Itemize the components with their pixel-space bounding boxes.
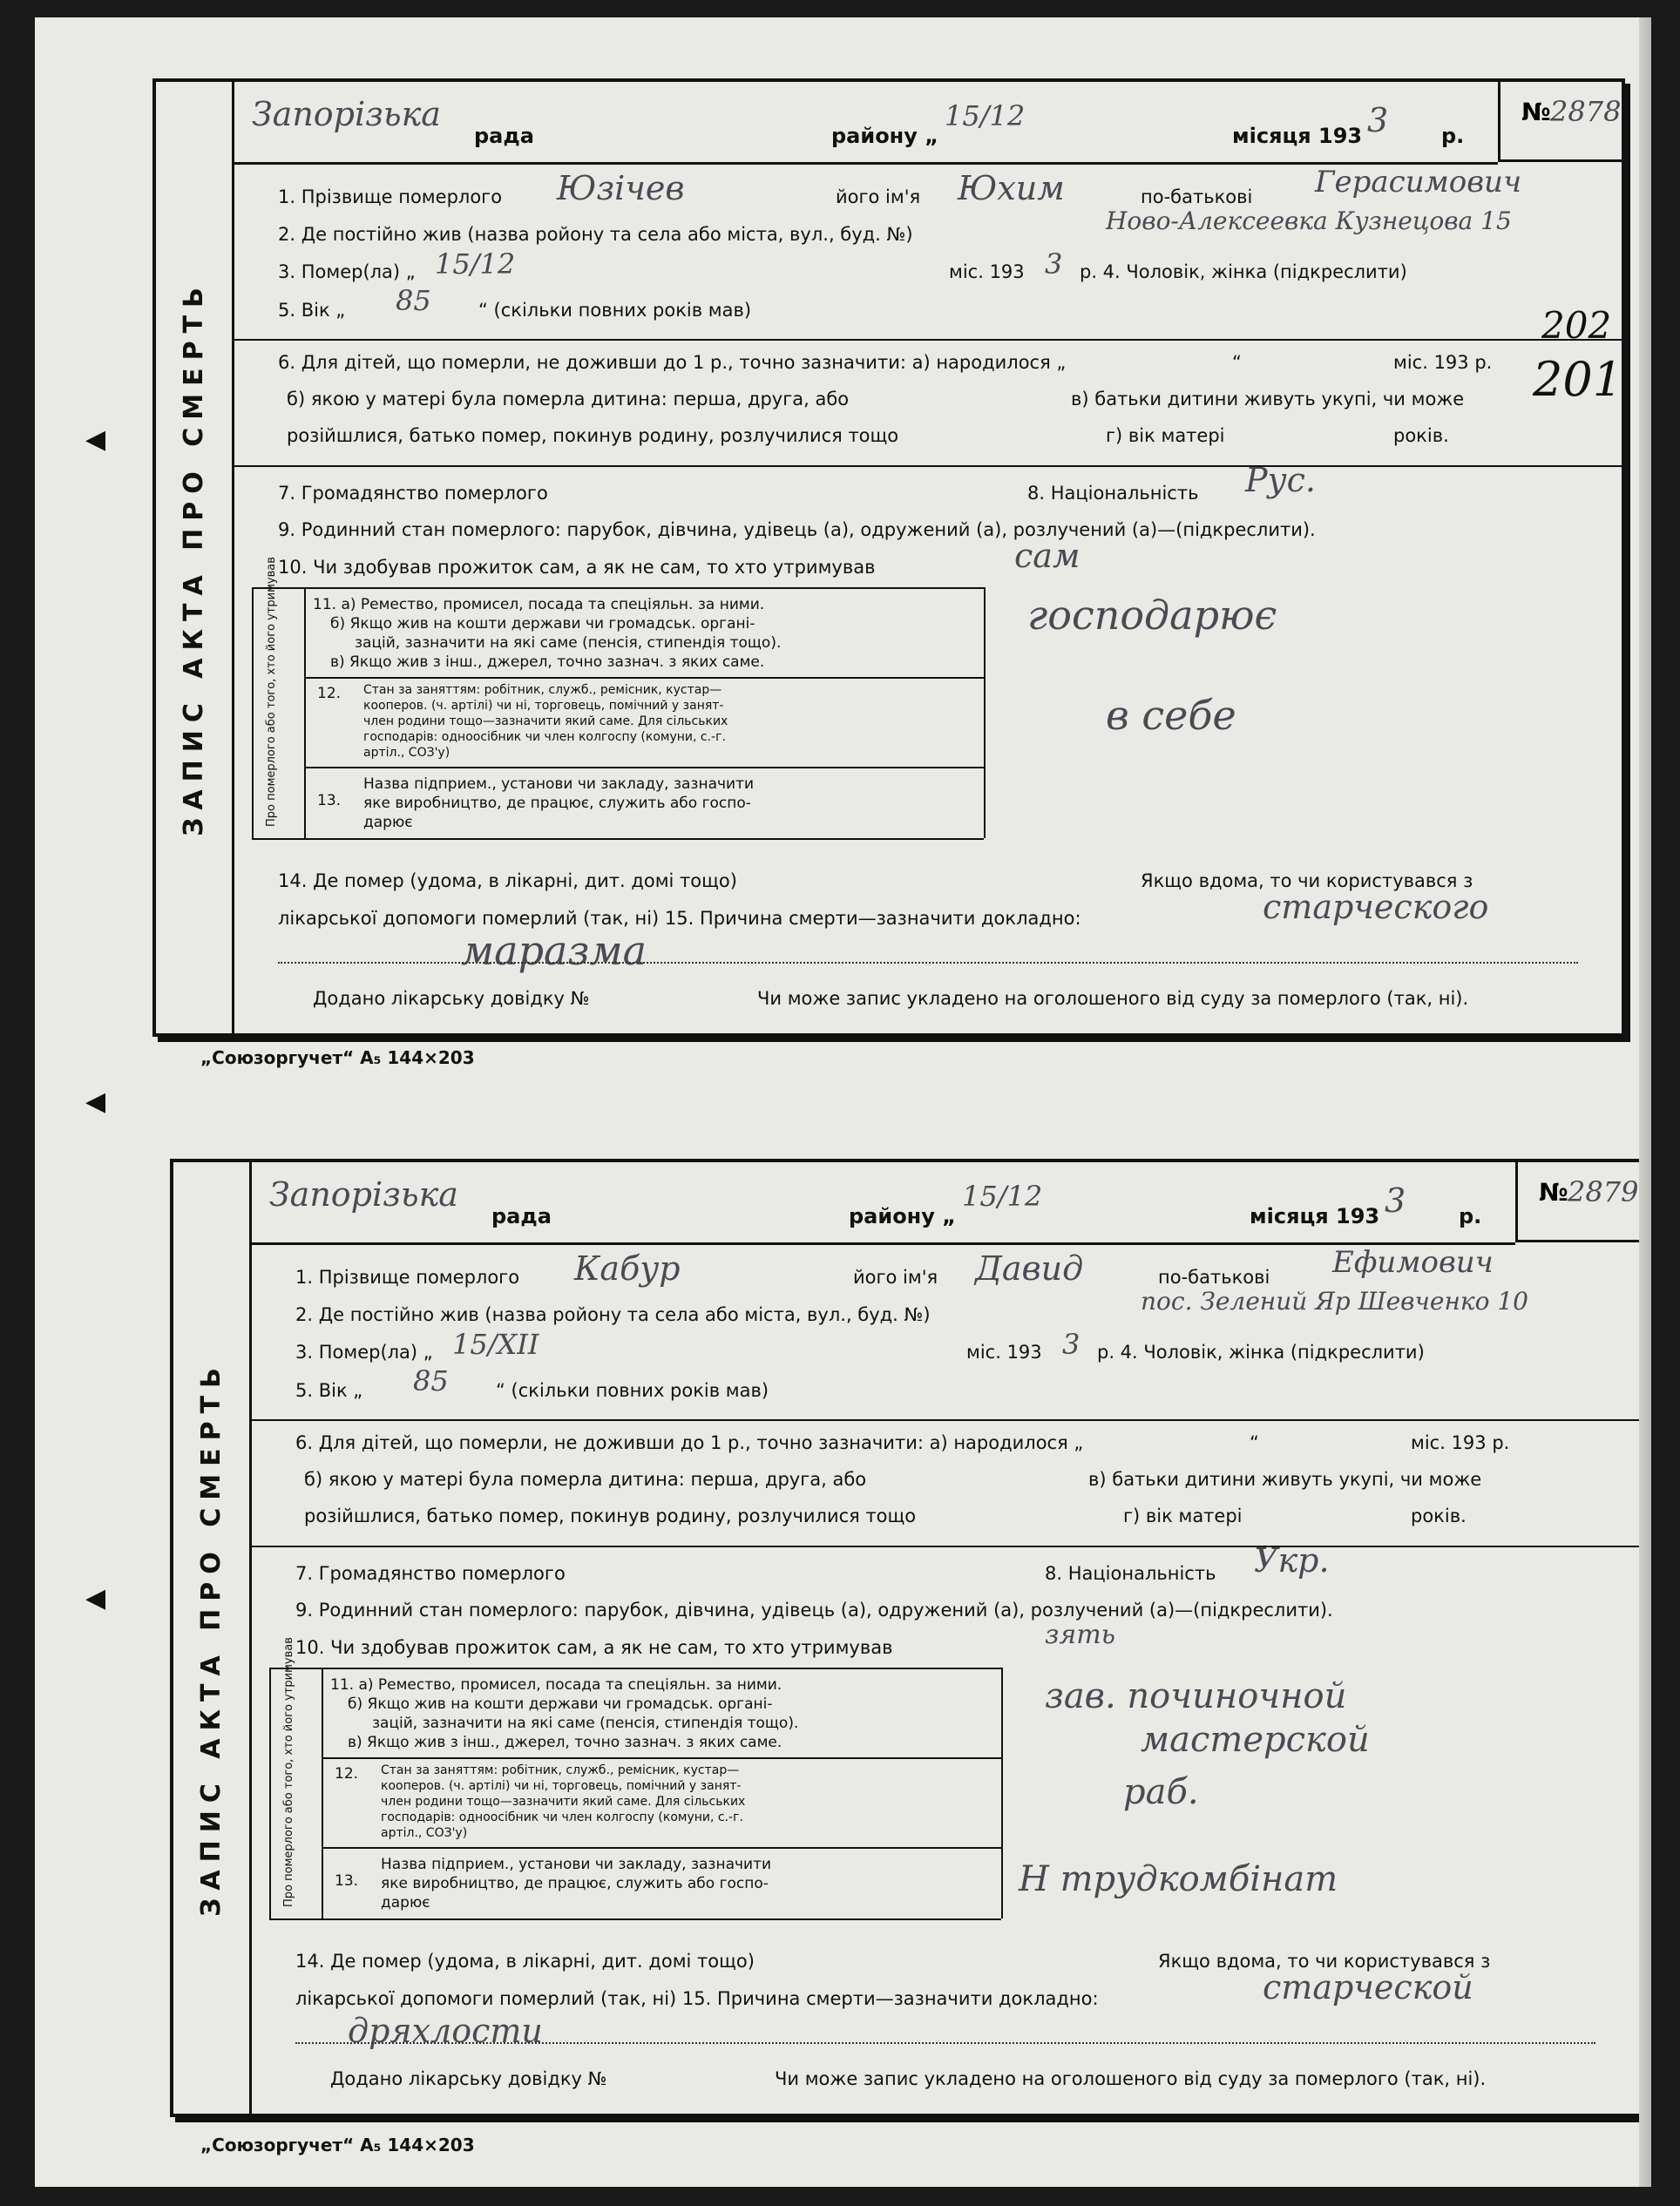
field-14a-label: 14. Де помер (удома, в лікарні, дит. домі тощо) — [278, 870, 737, 891]
hw-occupation-2: мастерской — [1141, 1720, 1370, 1760]
death-record-form-2 — [170, 1159, 1643, 2117]
field-3b-label: міс. 193 — [949, 261, 1025, 282]
field-14c-label: лікарської допомоги померлий (так, ні) 15. Причина смерти—зазначити докладно: — [295, 1988, 1099, 2009]
year-suffix: р. — [1441, 124, 1465, 148]
field-12c-label: член родини тощо—зазначити який саме. Для сільських — [381, 1795, 746, 1809]
hw-cause-1: старческой — [1263, 1968, 1473, 2006]
record-number-box: № — [1498, 82, 1622, 162]
hw-nationality: Укр. — [1254, 1541, 1330, 1580]
hw-support: сам — [1014, 537, 1080, 575]
field-16b-label: Чи може запис укладено на оголошеного від суду за померлого (так, ні). — [757, 988, 1469, 1009]
field-13a-label: Назва підприем., установи чи закладу, зазначити — [363, 775, 755, 793]
field-13c-label: дарює — [381, 1894, 430, 1912]
hw-occupation-3: раб. — [1123, 1772, 1199, 1812]
field-11c-label: в) Якщо жив з інш., джерел, точно зазнач. з яких саме. — [348, 1734, 782, 1751]
hw-rayon: 15/12 — [962, 1180, 1043, 1213]
field-6h-label: років. — [1393, 425, 1449, 446]
field-6-label: 6. Для дітей, що померли, не доживши до 1 р., точно зазначити: а) народилося „ — [278, 352, 1067, 373]
field-1-label: 1. Прізвище померлого — [278, 186, 503, 207]
field-1c-label: по-батькові — [1158, 1267, 1270, 1288]
field-12b-label: кооперов. (ч. артілі) чи ні, торговець, помічний у занят- — [363, 699, 724, 713]
field-1b-label: його ім'я — [836, 186, 921, 207]
field-16b-label: Чи може запис укладено на оголошеного від суду за померлого (так, ні). — [775, 2068, 1487, 2089]
field-12d-label: господарів: одноосібник чи член колгоспу (комуни, с.-г. — [381, 1810, 743, 1824]
hw-age: 85 — [413, 1364, 449, 1397]
field-1-label: 1. Прізвище померлого — [295, 1267, 520, 1288]
field-6c-label: міс. 193 р. — [1411, 1432, 1510, 1453]
field-12e-label: артіл., СОЗ'у) — [381, 1826, 468, 1840]
field-6e-label: в) батьки дитини живуть укупі, чи може — [1088, 1469, 1482, 1490]
form-side-title: ЗАПИС АКТА ПРО СМЕРТЬ — [173, 1162, 252, 2114]
field-14b-label: Якщо вдома, то чи користувався з — [1158, 1951, 1491, 1972]
rayon-label: району „ — [849, 1204, 957, 1228]
form-footer-2: „Союзоргучет“ А₅ 144×203 — [200, 2135, 475, 2155]
hw-number: 2878 — [1550, 95, 1622, 128]
field-10-label: 10. Чи здобував прожиток сам, а як не сам, то хто утримував — [278, 557, 876, 578]
field-2-label: 2. Де постійно жив (назва ройону та села або міста, вул., буд. №) — [295, 1304, 931, 1325]
side-small-label: Про померлого або того, хто його утримував — [265, 557, 278, 827]
hw-occupation: господарює — [1027, 592, 1277, 639]
field-11c-label: в) Якщо жив з інш., джерел, точно зазнач. з яких саме. — [330, 653, 765, 671]
field-6e-label: в) батьки дитини живуть укупі, чи може — [1071, 389, 1465, 409]
field-11b2-label: зацій, зазначити на які саме (пенсія, стипендія тощо). — [372, 1715, 799, 1732]
hw-margin-2: 201 — [1533, 352, 1623, 407]
death-record-form-1 — [152, 78, 1625, 1037]
field-10-label: 10. Чи здобував прожиток сам, а як не сам, то хто утримував — [295, 1637, 893, 1658]
hw-rada: Запорізька — [252, 95, 441, 133]
field-6-label: 6. Для дітей, що померли, не доживши до 1 р., точно зазначити: а) народилося „ — [295, 1432, 1084, 1453]
hw-name: Юхим — [958, 169, 1065, 207]
field-3c-label: р. 4. Чоловік, жінка (підкреслити) — [1080, 261, 1407, 282]
field-6g-label: г) вік матері — [1106, 425, 1225, 446]
month-label: місяця 193 — [1250, 1204, 1380, 1228]
field-13-num: 13. — [317, 792, 342, 809]
field-6d-label: б) якою у матері була померла дитина: перша, друга, або — [287, 389, 850, 409]
field-12c-label: член родини тощо—зазначити який саме. Для сільських — [363, 714, 728, 728]
form-footer-1: „Союзоргучет“ А₅ 144×203 — [200, 1047, 475, 1068]
field-11a-label: 11. а) Ремество, промисел, посада та спеціяльн. за ними. — [330, 1676, 782, 1694]
field-12b-label: кооперов. (ч. артілі) чи ні, торговець, помічний у занят- — [381, 1779, 742, 1793]
rada-label: рада — [474, 124, 534, 148]
field-13a-label: Назва підприем., установи чи закладу, зазначити — [381, 1856, 772, 1873]
field-7-label: 7. Громадянство померлого — [295, 1563, 566, 1584]
field-14c-label: лікарської допомоги померлий (так, ні) 15. Причина смерти—зазначити докладно: — [278, 908, 1081, 929]
field-1b-label: його ім'я — [853, 1267, 938, 1288]
hw-patronymic: Ефимович — [1332, 1245, 1494, 1280]
field-9-label: 9. Родинний стан померлого: парубок, дівчина, удівець (а), одружений (а), розлучений (а)—(підкреслити). — [295, 1600, 1333, 1621]
field-6b-label: “ — [1232, 352, 1242, 373]
hw-rada: Запорізька — [269, 1175, 458, 1214]
form-side-title: ЗАПИС АКТА ПРО СМЕРТЬ — [156, 82, 234, 1033]
field-13c-label: дарює — [363, 814, 413, 831]
hw-rayon: 15/12 — [945, 99, 1026, 132]
punch-hole-mark: ◀ — [85, 1086, 106, 1117]
field-3-label: 3. Помер(ла) „ — [295, 1342, 433, 1363]
field-5b-label: “ (скільки повних років мав) — [496, 1380, 769, 1401]
hw-died-day: 15/XII — [452, 1328, 539, 1361]
punch-hole-mark: ◀ — [85, 424, 106, 455]
year-suffix: р. — [1459, 1204, 1482, 1228]
field-12a-label: Стан за заняттям: робітник, служб., ремісник, кустар— — [363, 683, 722, 697]
hw-name: Давид — [975, 1249, 1084, 1288]
field-8-label: 8. Національність — [1045, 1563, 1216, 1584]
hw-number: 2879 — [1568, 1175, 1639, 1208]
hw-died-day: 15/12 — [435, 247, 516, 281]
hw-patronymic: Герасимович — [1315, 165, 1522, 200]
hw-month: 3 — [1385, 1181, 1406, 1220]
field-16a-label: Додано лікарську довідку № — [313, 988, 590, 1009]
rada-label: рада — [491, 1204, 552, 1228]
field-14b-label: Якщо вдома, то чи користувався з — [1141, 870, 1473, 891]
hw-surname: Юзічев — [557, 169, 685, 207]
field-5-label: 5. Вік „ — [295, 1380, 363, 1401]
field-14a-label: 14. Де помер (удома, в лікарні, дит. домі тощо) — [295, 1951, 755, 1972]
field-12e-label: артіл., СОЗ'у) — [363, 746, 450, 760]
field-12a-label: Стан за заняттям: робітник, служб., ремісник, кустар— — [381, 1763, 740, 1777]
field-13b-label: яке виробництво, де працює, служить або госпо- — [363, 795, 751, 812]
month-label: місяця 193 — [1232, 124, 1363, 148]
hw-nationality: Рус. — [1245, 461, 1316, 499]
field-6f-label: розійшлися, батько помер, покинув родину, розлучилися тощо — [287, 425, 899, 446]
hw-workplace: Н трудкомбінат — [1019, 1859, 1338, 1899]
field-7-label: 7. Громадянство померлого — [278, 483, 548, 504]
field-9-label: 9. Родинний стан померлого: парубок, дівчина, удівець (а), одружений (а), розлучений (а)—(підкреслити). — [278, 519, 1316, 540]
field-3-label: 3. Помер(ла) „ — [278, 261, 416, 282]
hw-month: 3 — [1367, 101, 1389, 139]
hw-died-year: 3 — [1045, 247, 1063, 281]
hw-cause-1: старческого — [1263, 888, 1489, 926]
field-12-num: 12. — [335, 1765, 359, 1783]
side-small-label: Про померлого або того, хто його утримував — [282, 1637, 295, 1907]
field-3c-label: р. 4. Чоловік, жінка (підкреслити) — [1097, 1342, 1425, 1363]
field-11b-label: б) Якщо жив на кошти держави чи громадськ. органі- — [330, 615, 755, 633]
field-11a-label: 11. а) Ремество, промисел, посада та спеціяльн. за ними. — [313, 596, 765, 613]
hw-address: пос. Зелений Яр Шевченко 10 — [1141, 1287, 1528, 1316]
field-13b-label: яке виробництво, де працює, служить або госпо- — [381, 1875, 769, 1892]
field-5b-label: “ (скільки повних років мав) — [478, 300, 752, 321]
field-12-num: 12. — [317, 685, 342, 702]
field-16a-label: Додано лікарську довідку № — [330, 2068, 607, 2089]
rayon-label: району „ — [831, 124, 939, 148]
hw-surname: Кабур — [574, 1249, 681, 1288]
record-number-box: № — [1515, 1162, 1639, 1242]
hw-age: 85 — [396, 284, 431, 317]
hw-cause-2: маразма — [461, 927, 647, 974]
field-6b-label: “ — [1250, 1432, 1259, 1453]
field-2-label: 2. Де постійно жив (назва ройону та села або міста, вул., буд. №) — [278, 224, 913, 245]
hw-died-year: 3 — [1062, 1328, 1080, 1361]
field-11b-label: б) Якщо жив на кошти держави чи громадськ. органі- — [348, 1695, 773, 1713]
hw-occupation-2: в себе — [1106, 692, 1236, 739]
field-13-num: 13. — [335, 1872, 359, 1890]
field-12d-label: господарів: одноосібник чи член колгоспу (комуни, с.-г. — [363, 730, 726, 744]
field-6d-label: б) якою у матері була померла дитина: перша, друга, або — [304, 1469, 867, 1490]
field-11b2-label: зацій, зазначити на які саме (пенсія, стипендія тощо). — [355, 634, 782, 652]
hw-margin-1: 202 — [1541, 304, 1612, 347]
hw-address: Ново-Алексеевка Кузнецова 15 — [1106, 206, 1512, 235]
field-6f-label: розійшлися, батько помер, покинув родину, розлучилися тощо — [304, 1506, 917, 1526]
hw-support: зять — [1045, 1620, 1116, 1650]
hw-cause-2: дряхлости — [348, 2012, 543, 2050]
field-6h-label: років. — [1411, 1506, 1467, 1526]
field-6g-label: г) вік матері — [1123, 1506, 1243, 1526]
punch-hole-mark: ◀ — [85, 1583, 106, 1614]
document-page — [35, 17, 1651, 2187]
field-5-label: 5. Вік „ — [278, 300, 346, 321]
field-6c-label: міс. 193 р. — [1393, 352, 1493, 373]
hw-occupation: зав. починочной — [1045, 1676, 1347, 1716]
field-1c-label: по-батькові — [1141, 186, 1253, 207]
field-3b-label: міс. 193 — [966, 1342, 1042, 1363]
field-8-label: 8. Національність — [1027, 483, 1199, 504]
